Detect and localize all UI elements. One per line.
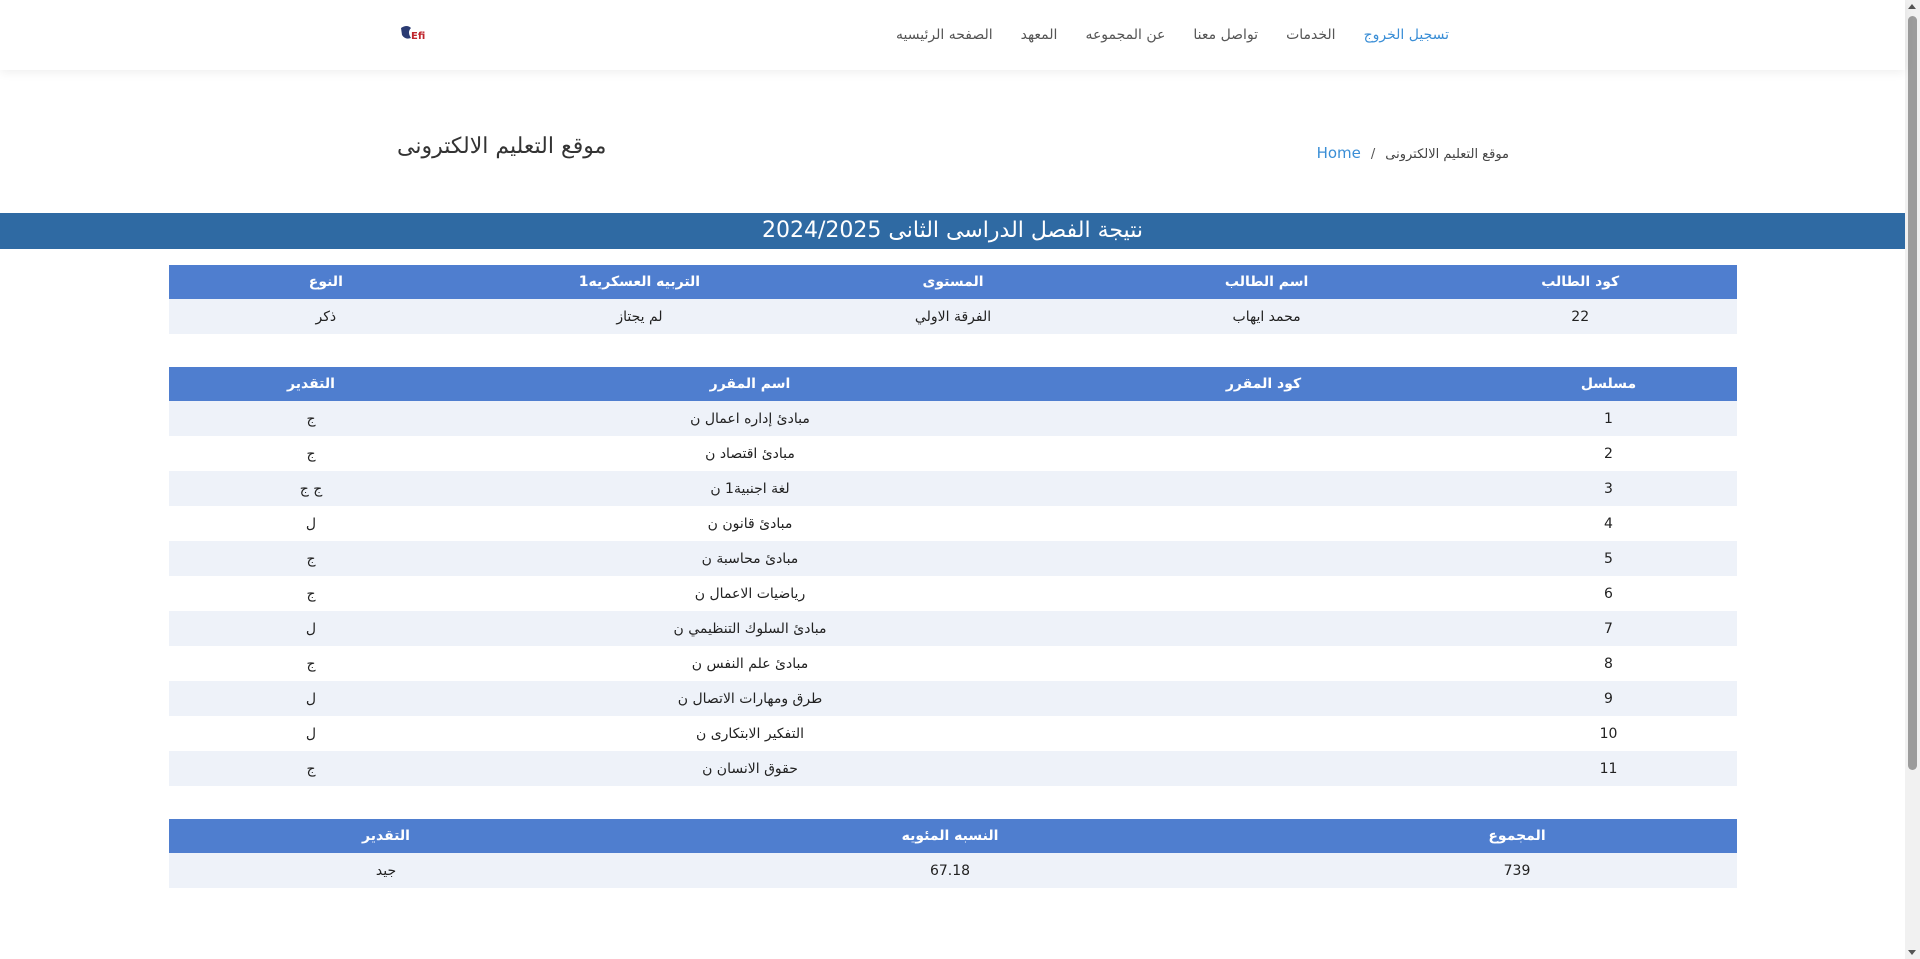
course-serial: 1 bbox=[1480, 401, 1737, 436]
result-title-bar: نتيجة الفصل الدراسى الثانى 2024/2025 bbox=[0, 213, 1905, 249]
course-row bbox=[169, 751, 1737, 786]
page-header bbox=[0, 70, 1905, 212]
nav-services[interactable]: الخدمات bbox=[1286, 27, 1336, 43]
course-name: مبادئ قانون ن bbox=[453, 506, 1047, 541]
course-grade: ل bbox=[169, 716, 453, 751]
course-grade: ج bbox=[169, 646, 453, 681]
course-code bbox=[1047, 401, 1480, 436]
summary-table bbox=[169, 819, 1737, 888]
nav-institute[interactable]: المعهد bbox=[1020, 27, 1058, 43]
nav-contact[interactable]: تواصل معنا bbox=[1193, 27, 1259, 43]
breadcrumb-current: موقع التعليم الالكترونى bbox=[1385, 147, 1509, 162]
course-name: مبادئ اقتصاد ن bbox=[453, 436, 1047, 471]
header-military-education: التربيه العسكريه1 bbox=[483, 265, 797, 299]
course-row bbox=[169, 646, 1737, 681]
main-menu bbox=[896, 0, 1449, 70]
course-row bbox=[169, 541, 1737, 576]
course-code bbox=[1047, 611, 1480, 646]
course-grade: ل bbox=[169, 681, 453, 716]
header-course-name: اسم المقرر bbox=[453, 367, 1047, 401]
breadcrumb-separator: / bbox=[1370, 147, 1376, 162]
course-grade: ج bbox=[169, 541, 453, 576]
svg-text:Efi: Efi bbox=[411, 31, 426, 42]
course-grade: ل bbox=[169, 506, 453, 541]
overall-grade: جيد bbox=[169, 853, 603, 888]
student-code: 22 bbox=[1423, 299, 1737, 334]
institute-logo[interactable] bbox=[399, 24, 435, 44]
summary-row bbox=[169, 853, 1737, 888]
student-row bbox=[169, 299, 1737, 334]
course-code bbox=[1047, 646, 1480, 681]
course-name: مبادئ إداره اعمال ن bbox=[453, 401, 1047, 436]
header-gender: النوع bbox=[169, 265, 483, 299]
course-grade: ج bbox=[169, 436, 453, 471]
breadcrumb-home-link[interactable]: Home bbox=[1316, 144, 1361, 162]
course-code bbox=[1047, 751, 1480, 786]
course-code bbox=[1047, 716, 1480, 751]
course-name: طرق ومهارات الاتصال ن bbox=[453, 681, 1047, 716]
page-title: موقع التعليم الالكترونى bbox=[397, 134, 607, 159]
scrollbar-thumb[interactable] bbox=[1908, 16, 1917, 770]
header-course-code: كود المقرر bbox=[1047, 367, 1480, 401]
course-row bbox=[169, 681, 1737, 716]
courses-table bbox=[169, 367, 1737, 786]
header-student-name: اسم الطالب bbox=[1110, 265, 1424, 299]
course-row bbox=[169, 401, 1737, 436]
student-name: محمد ايهاب bbox=[1110, 299, 1424, 334]
course-code bbox=[1047, 471, 1480, 506]
header-grade: التقدير bbox=[169, 367, 453, 401]
student-info-table bbox=[169, 265, 1737, 334]
percentage-value: 67.18 bbox=[603, 853, 1297, 888]
course-grade: ج bbox=[169, 401, 453, 436]
course-row bbox=[169, 436, 1737, 471]
course-name: مبادئ علم النفس ن bbox=[453, 646, 1047, 681]
top-navbar bbox=[0, 0, 1905, 70]
course-serial: 8 bbox=[1480, 646, 1737, 681]
course-serial: 11 bbox=[1480, 751, 1737, 786]
course-row bbox=[169, 506, 1737, 541]
course-name: حقوق الانسان ن bbox=[453, 751, 1047, 786]
course-row bbox=[169, 576, 1737, 611]
header-overall-grade: التقدير bbox=[169, 819, 603, 853]
course-name: رياضيات الاعمال ن bbox=[453, 576, 1047, 611]
course-code bbox=[1047, 576, 1480, 611]
total-score: 739 bbox=[1297, 853, 1737, 888]
course-grade: ل bbox=[169, 611, 453, 646]
header-total: المجموع bbox=[1297, 819, 1737, 853]
header-level: المستوى bbox=[796, 265, 1110, 299]
course-code bbox=[1047, 506, 1480, 541]
course-serial: 9 bbox=[1480, 681, 1737, 716]
scroll-down-arrow-icon[interactable] bbox=[1908, 950, 1916, 955]
page-scrollbar[interactable] bbox=[1905, 0, 1920, 959]
scroll-up-arrow-icon[interactable] bbox=[1908, 4, 1916, 9]
course-serial: 3 bbox=[1480, 471, 1737, 506]
course-serial: 4 bbox=[1480, 506, 1737, 541]
header-serial: مسلسل bbox=[1480, 367, 1737, 401]
course-serial: 6 bbox=[1480, 576, 1737, 611]
nav-home[interactable]: الصفحه الرئيسيه bbox=[896, 27, 993, 43]
student-gender: ذكر bbox=[169, 299, 483, 334]
course-grade: ج bbox=[169, 751, 453, 786]
nav-about-group[interactable]: عن المجموعه bbox=[1085, 27, 1166, 43]
student-level: الفرقة الاولي bbox=[796, 299, 1110, 334]
course-row bbox=[169, 716, 1737, 751]
header-percentage: النسبه المئويه bbox=[603, 819, 1297, 853]
breadcrumb bbox=[1317, 144, 1509, 162]
course-name: مبادئ السلوك التنظيمي ن bbox=[453, 611, 1047, 646]
course-grade: ج bbox=[169, 576, 453, 611]
course-row bbox=[169, 611, 1737, 646]
header-student-code: كود الطالب bbox=[1423, 265, 1737, 299]
course-serial: 2 bbox=[1480, 436, 1737, 471]
course-serial: 5 bbox=[1480, 541, 1737, 576]
nav-logout[interactable]: تسجيل الخروج bbox=[1363, 27, 1449, 43]
military-education-status: لم يجتاز bbox=[483, 299, 797, 334]
course-row bbox=[169, 471, 1737, 506]
course-name: مبادئ محاسبة ن bbox=[453, 541, 1047, 576]
course-grade: ج ج bbox=[169, 471, 453, 506]
course-code bbox=[1047, 436, 1480, 471]
course-code bbox=[1047, 541, 1480, 576]
course-serial: 7 bbox=[1480, 611, 1737, 646]
course-name: لغة اجنبية1 ن bbox=[453, 471, 1047, 506]
course-code bbox=[1047, 681, 1480, 716]
course-name: التفكير الابتكارى ن bbox=[453, 716, 1047, 751]
course-serial: 10 bbox=[1480, 716, 1737, 751]
